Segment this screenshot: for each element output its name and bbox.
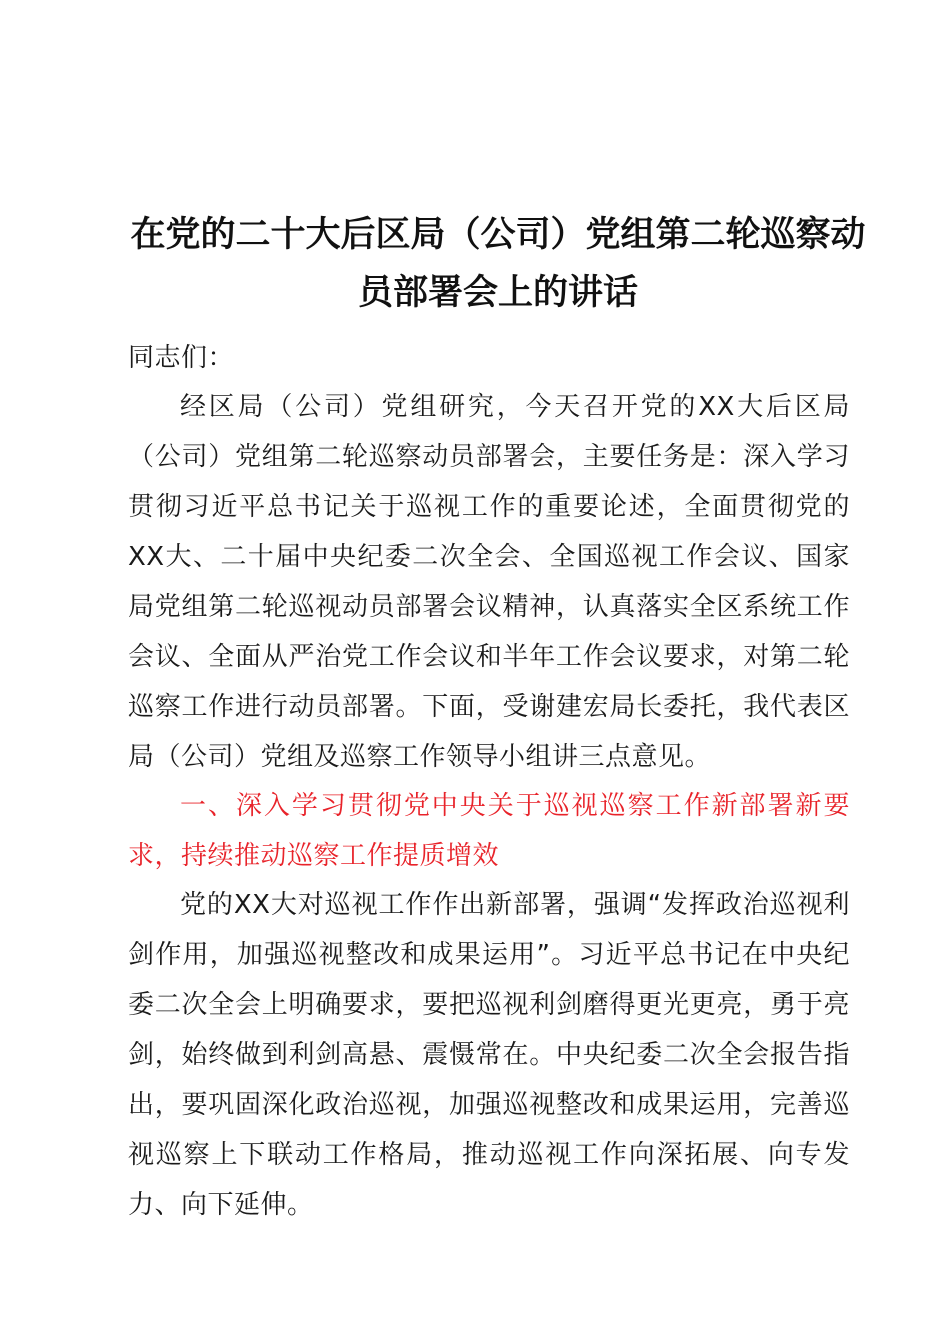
body-paragraph-1: 经区局（公司）党组研究，今天召开党的XX大后区局（公司）党组第二轮巡察动员部署会，主要任务是：深入学习贯彻习近平总书记关于巡视工作的重要论述，全面贯彻党的XX大、二十届中央纪委二次全会、全国巡视工作会议、国家局党组第二轮巡视动员部署会议精神，认真落实全区系统工作会议、全面从严治党工作会议和半年工作会议要求，对第二轮巡察工作进行动员部署。下面，受谢建宏局长委托，我代表区局（公司）党组及巡察工作领导小组讲三点意见。 [128,392,850,772]
body-paragraph-2: 党的XX大对巡视工作作出新部署，强调“发挥政治巡视利剑作用，加强巡视整改和成果运用”。习近平总书记在中央纪委二次全会上明确要求，要把巡视利剑磨得更光更亮，勇于亮剑，始终做到利剑高悬、震慑常在。中央纪委二次全会报告指出，要巩固深化政治巡视，加强巡视整改和成果运用，完善巡视巡察上下联动工作格局，推动巡视工作向深拓展、向专发力、向下延伸。 [128,890,850,1220]
document-title: 在党的二十大后区局（公司）党组第二轮巡察动员部署会上的讲话 [130,215,866,313]
section-heading-1: 一、深入学习贯彻党中央关于巡视巡察工作新部署新要求，持续推动巡察工作提质增效 [128,791,850,871]
greeting: 同志们： [128,343,235,373]
